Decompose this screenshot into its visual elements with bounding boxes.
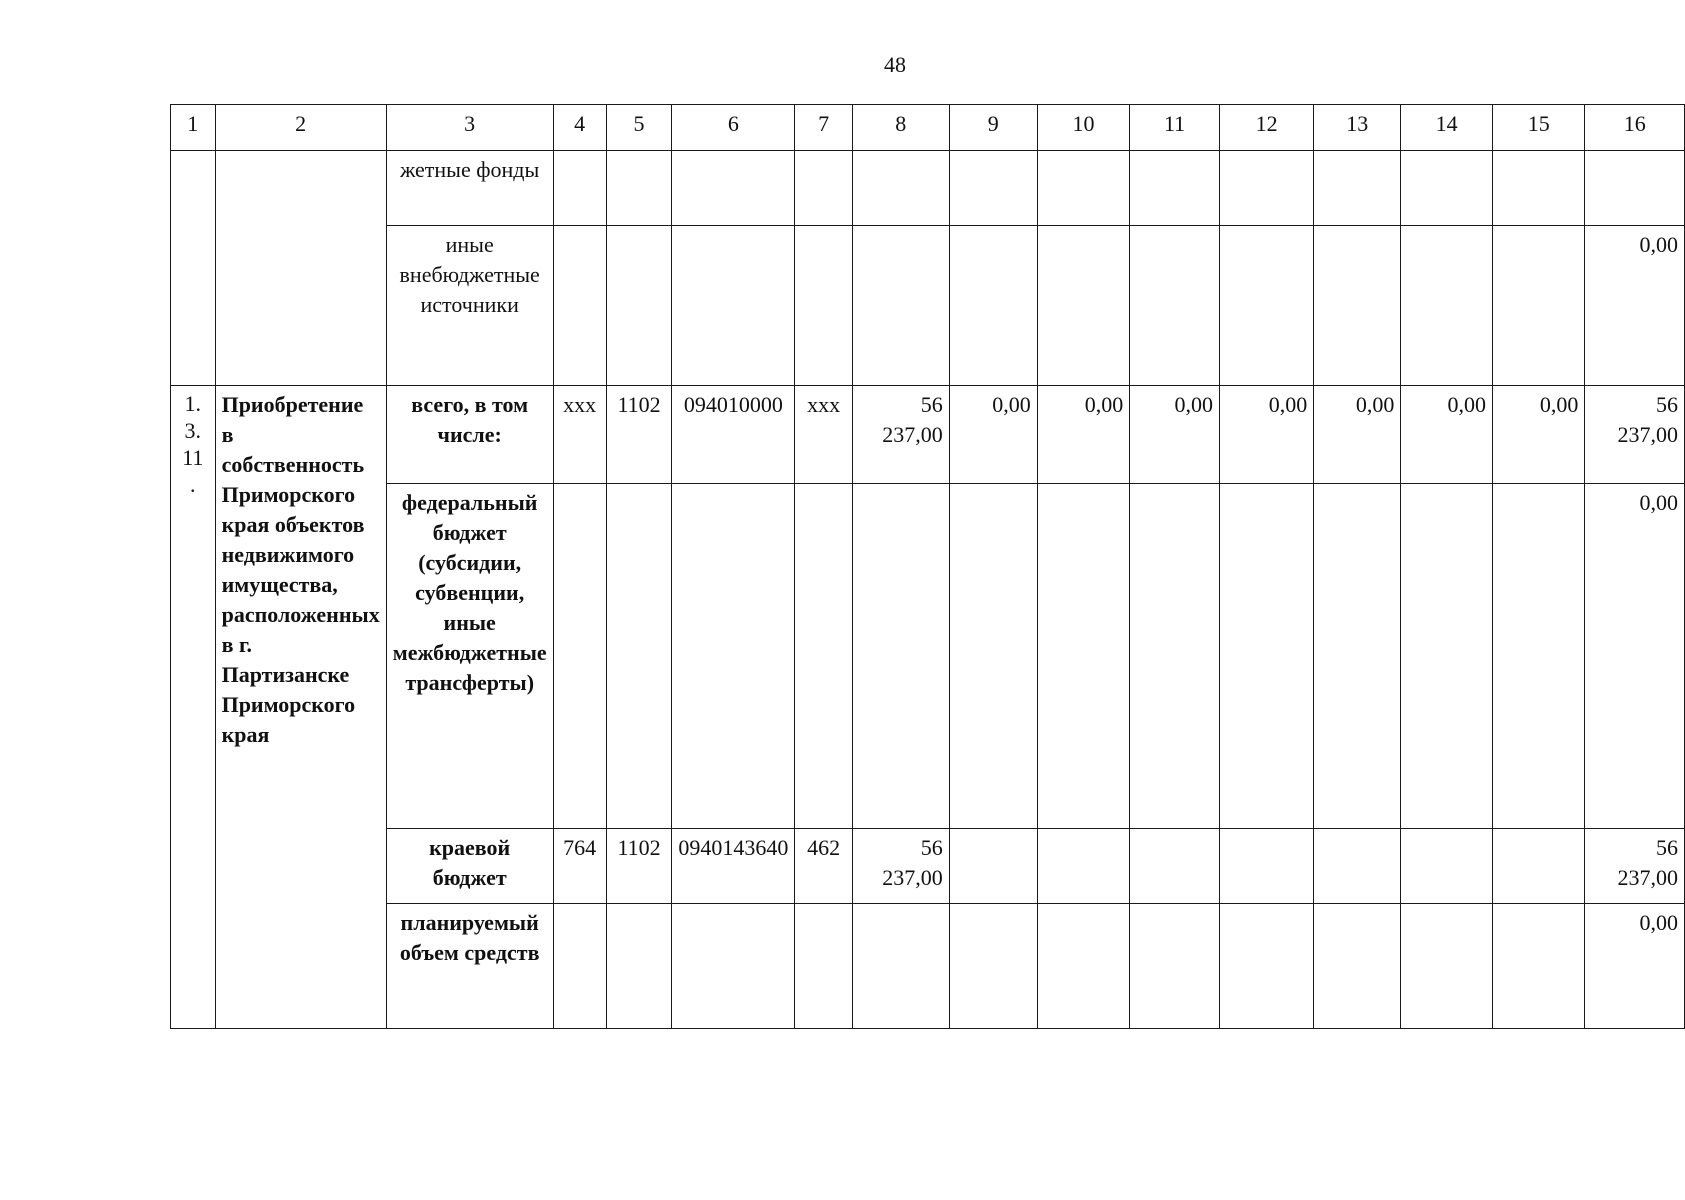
value-cell: 0,00 [1130,386,1220,484]
col-header-16: 16 [1585,105,1685,151]
value-cell: 1102 [606,829,672,904]
cell-empty [215,151,386,386]
table-row [171,829,1685,904]
value-cell: 0,00 [1401,386,1493,484]
value-cell: xxx [795,386,852,484]
value-cell: 462 [795,829,852,904]
source-label: жетные фонды [386,151,553,226]
col-header-12: 12 [1220,105,1314,151]
table-row [171,904,1685,1029]
source-label: иные внебюджетные источники [386,226,553,386]
col-header-7: 7 [795,105,852,151]
value-cell: 0,00 [1585,904,1685,1029]
col-header-9: 9 [949,105,1037,151]
table-row [171,151,1685,226]
header-row [171,105,1685,151]
value-cell: 56 237,00 [852,386,949,484]
col-header-13: 13 [1314,105,1401,151]
value-cell: 0,00 [1314,386,1401,484]
value-cell: 0,00 [1220,386,1314,484]
value-cell: 764 [553,829,606,904]
table-row [171,386,1685,484]
budget-table [170,104,1685,1029]
col-header-14: 14 [1401,105,1493,151]
source-label: федеральный бюджет (субсидии, субвенции, иные межбюджетные трансферты) [386,484,553,829]
value-cell: 56 237,00 [1585,829,1685,904]
value-cell: 1102 [606,386,672,484]
page-number: 48 [884,52,906,77]
cell-empty [171,151,216,386]
source-label: планируемый объем средств [386,904,553,1029]
table-row [171,484,1685,829]
col-header-15: 15 [1492,105,1584,151]
col-header-3: 3 [386,105,553,151]
col-header-5: 5 [606,105,672,151]
value-cell: 56 237,00 [852,829,949,904]
col-header-11: 11 [1130,105,1220,151]
value-cell: 0940143640 [672,829,795,904]
item-name: Приобретение в собственность Приморского края объектов недвижимого имущества, расположенных в г. Партизанске Приморского края [215,386,386,1029]
table-row [171,226,1685,386]
value-cell: xxx [553,386,606,484]
source-label: краевой бюджет [386,829,553,904]
value-cell: 56 237,00 [1585,386,1685,484]
col-header-8: 8 [852,105,949,151]
value-cell: 0,00 [949,386,1037,484]
col-header-6: 6 [672,105,795,151]
col-header-1: 1 [171,105,216,151]
value-cell: 0,00 [1492,386,1584,484]
col-header-10: 10 [1037,105,1129,151]
value-cell: 0,00 [1037,386,1129,484]
col-header-4: 4 [553,105,606,151]
value-cell: 0,00 [1585,226,1685,386]
item-number: 1. 3. 11 . [171,386,216,1029]
value-cell: 094010000 [672,386,795,484]
value-cell: 0,00 [1585,484,1685,829]
col-header-2: 2 [215,105,386,151]
source-label: всего, в том числе: [386,386,553,484]
